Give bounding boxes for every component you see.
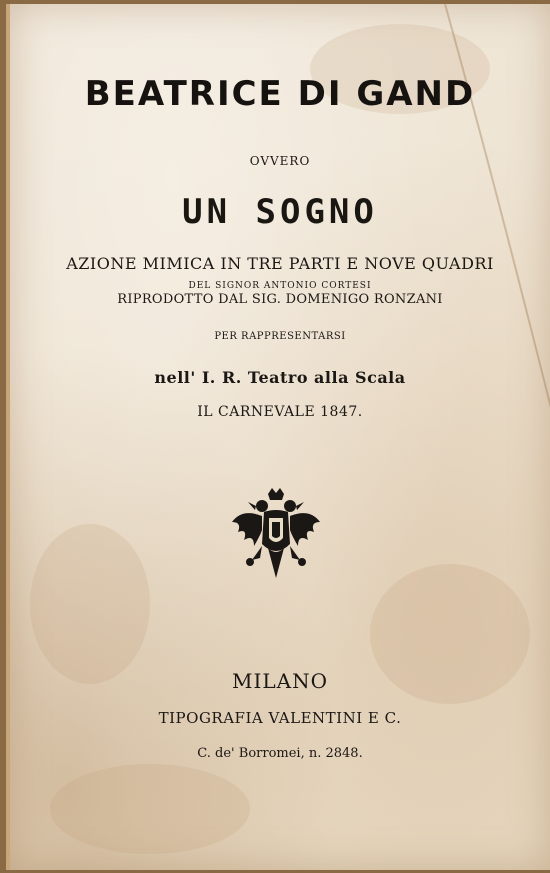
- address-line: C. de' Borromei, n. 2848.: [197, 746, 363, 761]
- season-line: IL CARNEVALE 1847.: [197, 404, 363, 420]
- reproduced-line: RIPRODOTTO DAL SIG. DOMENIGO RONZANI: [117, 292, 443, 307]
- connector-text: OVVERO: [249, 154, 311, 168]
- double-headed-eagle-icon: [228, 486, 324, 586]
- author-line: DEL SIGNOR ANTONIO CORTESI: [188, 281, 372, 291]
- work-title: BEATRICE DI GAND: [84, 74, 476, 114]
- work-description: AZIONE MIMICA IN TRE PARTI E NOVE QUADRI: [66, 254, 494, 273]
- work-subtitle: UN SOGNO: [182, 192, 378, 232]
- city-line: MILANO: [232, 669, 328, 693]
- title-page: [6, 4, 550, 870]
- paper-stain: [50, 764, 250, 854]
- paper-stain: [30, 524, 150, 684]
- printer-line: TIPOGRAFIA VALENTINI E C.: [158, 709, 402, 727]
- theatre-line: nell' I. R. Teatro alla Scala: [154, 368, 406, 387]
- performance-intro: PER RAPPRESENTARSI: [214, 331, 346, 342]
